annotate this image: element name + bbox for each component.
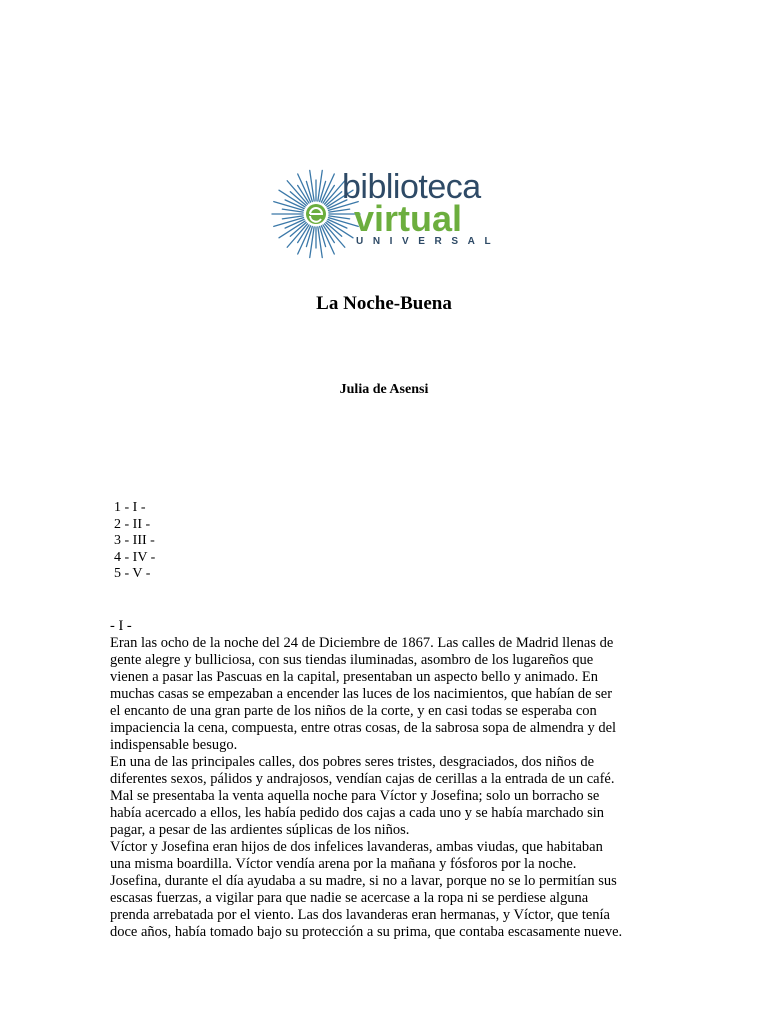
text-line: indispensable besugo. [110, 737, 238, 753]
document-title: La Noche-Buena [316, 293, 452, 314]
text-line: muchas casas se empezaban a encender las luces de los nacimientos, que habían de ser [110, 686, 613, 702]
toc-link[interactable]: 3 - III - [114, 533, 155, 548]
toc-link[interactable]: 5 - V - [114, 566, 151, 581]
text-line: Josefina, durante el día ayudaba a su madre, si no a lavar, porque no se lo permitían sus [110, 873, 617, 889]
text-line: prenda arrebatada por el viento. Las dos lavanderas eran hermanas, y Víctor, que tenía [110, 907, 610, 923]
toc-link[interactable]: 4 - IV - [114, 549, 156, 565]
biblioteca-virtual-logo [266, 166, 506, 262]
toc-link[interactable]: 1 - I - [114, 500, 146, 515]
text-line: había acercado a ellos, les había pedido dos cajas a cada uno y se había marchado sin [110, 805, 605, 821]
chapter-content [110, 618, 670, 941]
text-line: Víctor y Josefina eran hijos de dos infelices lavanderas, ambas viudas, que habitaban [110, 839, 603, 855]
text-line: Eran las ocho de la noche del 24 de Diciembre de 1867. Las calles de Madrid llenas de [110, 635, 614, 651]
text-line: impaciencia la cena, compuesta, entre otras cosas, de la sabrosa sopa de almendra y del [110, 720, 617, 736]
table-of-contents [114, 500, 155, 583]
toc-link[interactable]: 2 - II - [114, 516, 151, 532]
text-line: vienen a pasar las Pascuas en la capital, presentaban un aspecto bello y animado. En [110, 669, 598, 685]
logo-word-universal: UNIVERSAL [356, 236, 501, 247]
logo-word-biblioteca: biblioteca [342, 168, 481, 206]
text-line: pagar, a pesar de las ardientes súplicas de los niños. [110, 822, 410, 838]
text-line: diferentes sexos, pálidos y andrajosos, vendían cajas de cerillas a la entrada de un café. [110, 771, 615, 787]
text-line: Mal se presentaba la venta aquella noche para Víctor y Josefina; solo un borracho se [110, 788, 600, 804]
text-line: doce años, había tomado bajo su protección a su prima, que contaba escasamente nueve. [110, 924, 623, 940]
text-line: En una de las principales calles, dos pobres seres tristes, desgraciados, dos niños de [110, 754, 595, 770]
text-line: una misma boardilla. Víctor vendía arena por la mañana y fósforos por la noche. [110, 856, 577, 872]
text-line: gente alegre y bulliciosa, con sus tiendas iluminadas, asombro de los lugareños que [110, 652, 594, 668]
section-heading: - I - [110, 618, 132, 634]
text-line: el encanto de una gran parte de los niños de la corte, y en casi todas se esperaba con [110, 703, 597, 719]
document-author: Julia de Asensi [339, 382, 429, 397]
logo-word-virtual: virtual [354, 198, 463, 239]
text-line: escasas fuerzas, a vigilar para que nadie se acercase a la ropa ni se perdiese alguna [110, 890, 589, 906]
